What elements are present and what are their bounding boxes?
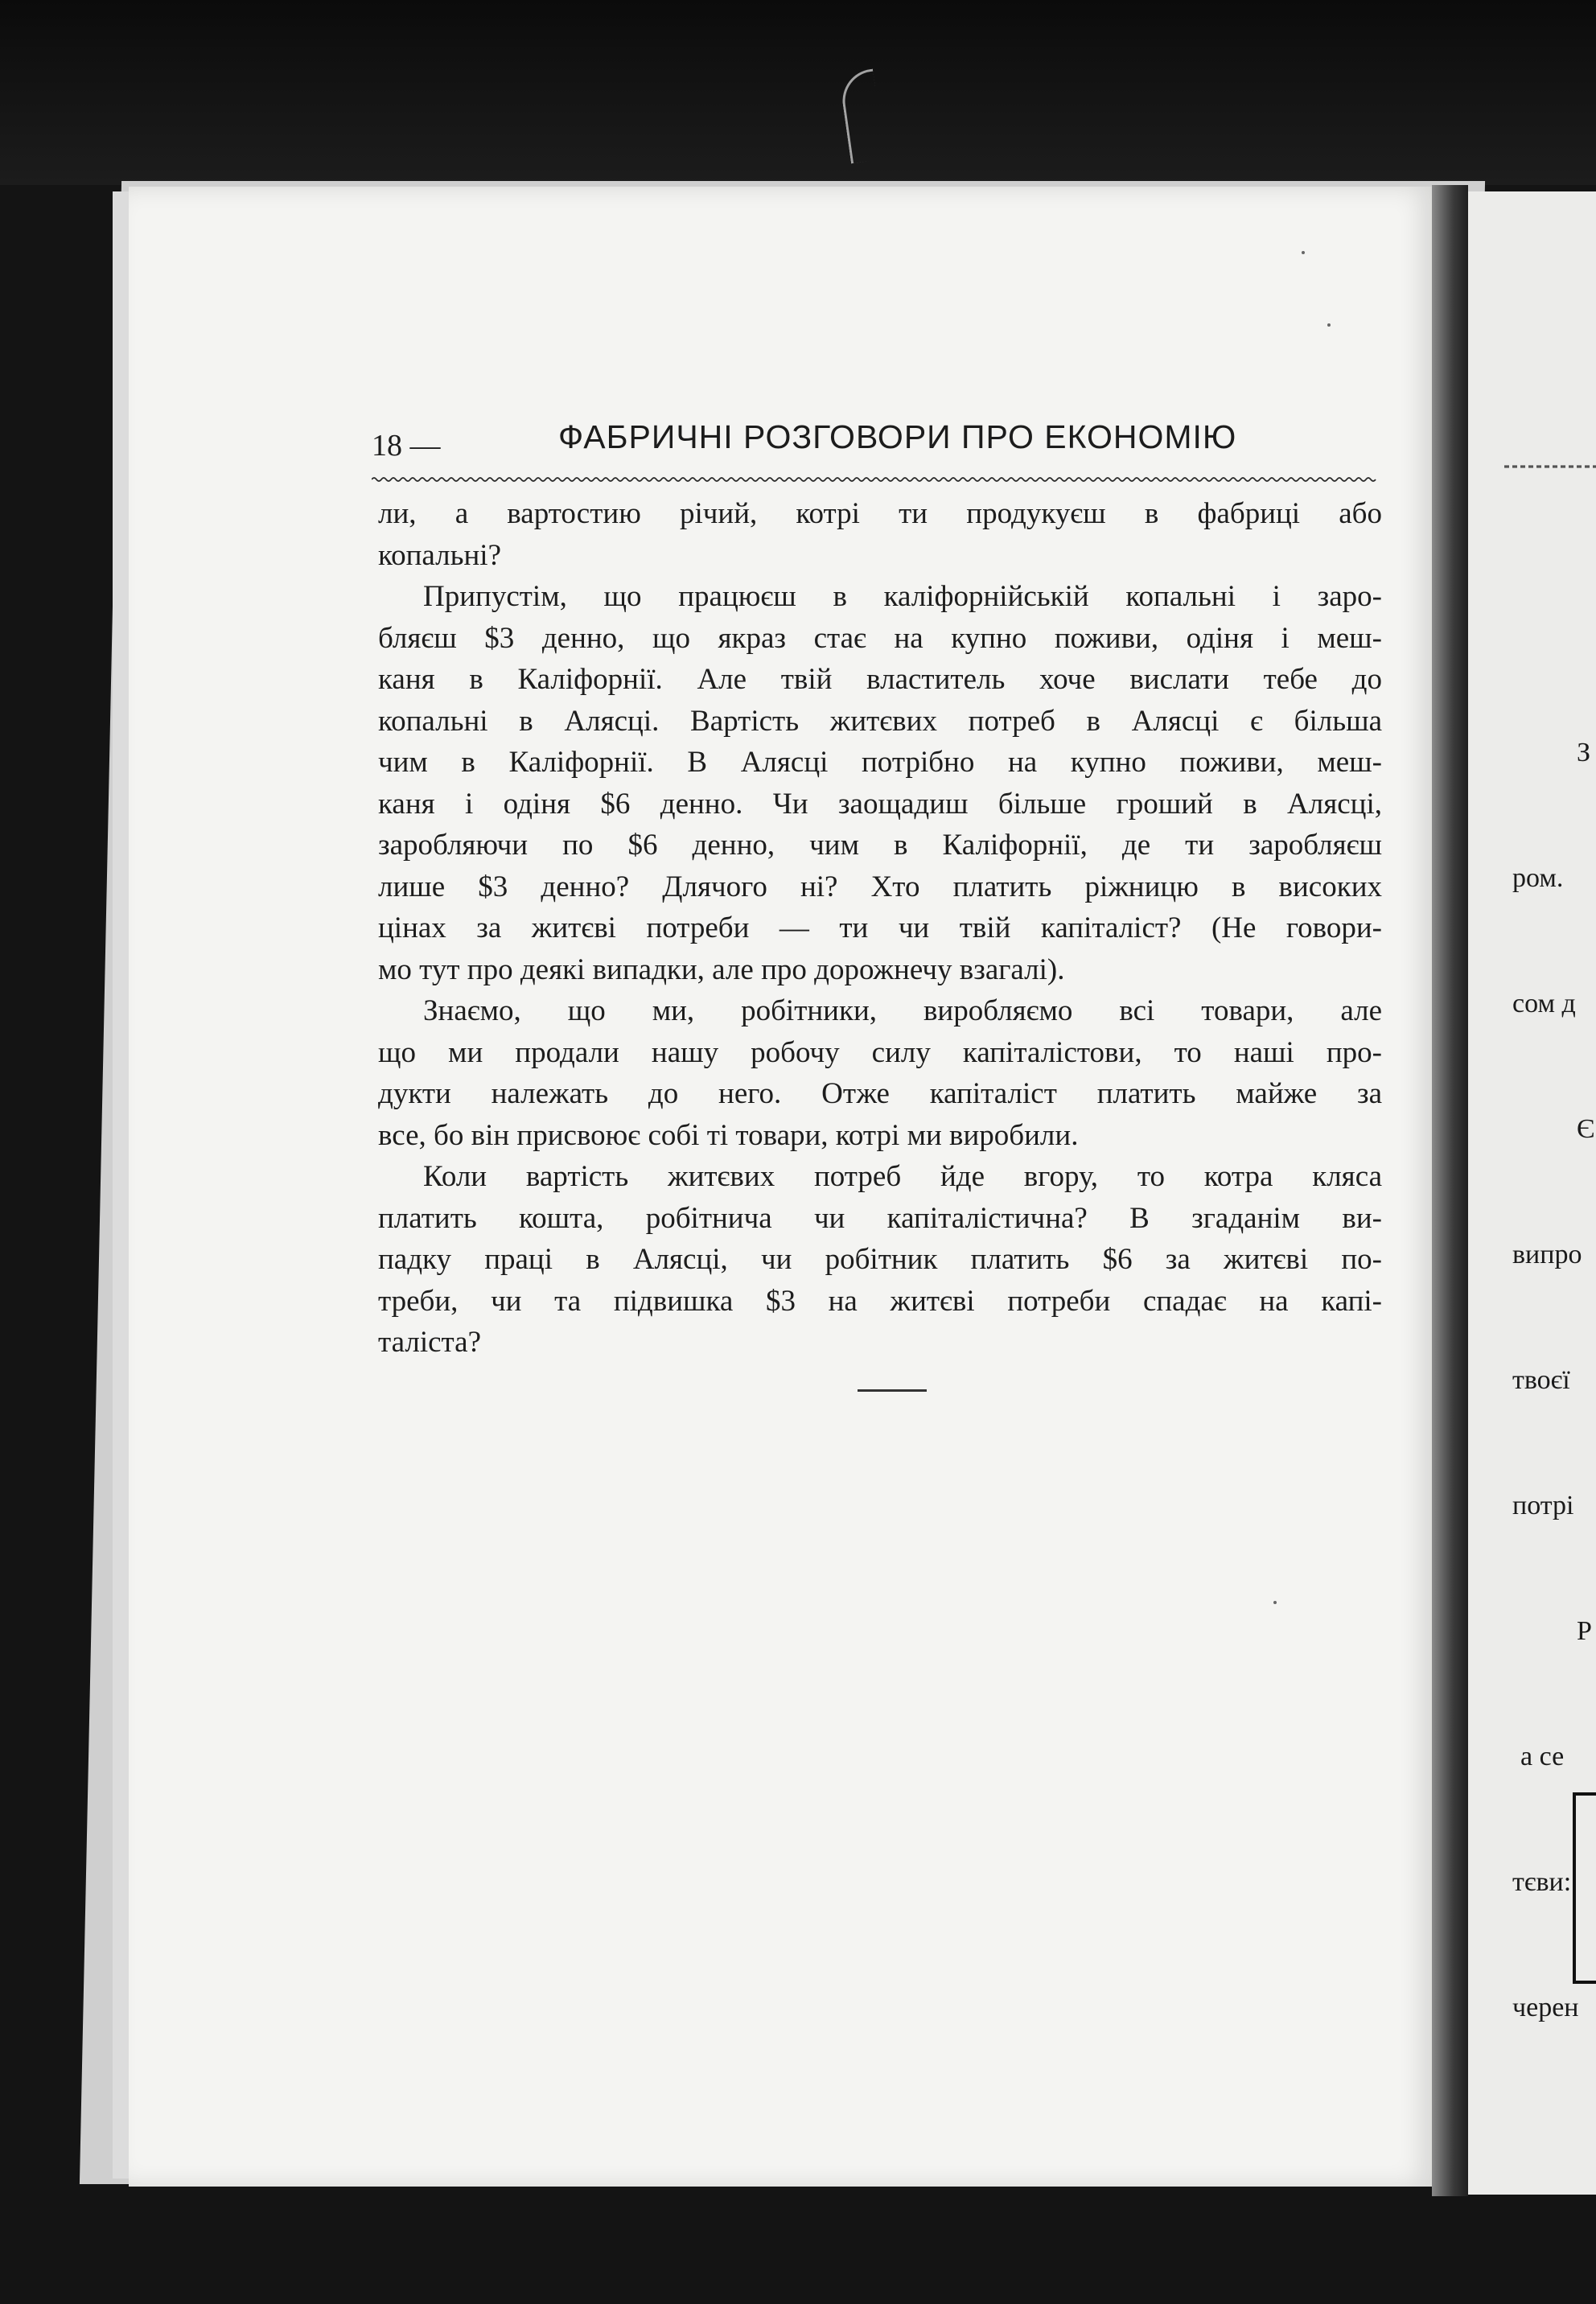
text-line: каня і одіня $6 денно. Чи заощадиш більше гроший в Алясці, (378, 787, 1382, 821)
facing-line: випро (1512, 1240, 1582, 1269)
text-line: падку праці в Алясці, чи робітник платить $6 за житєві по- (378, 1243, 1382, 1276)
text-line: Коли вартість житєвих потреб йде вгору, то котра кляса (423, 1160, 1382, 1193)
text-line: Знаємо, що ми, робітники, виробляємо всі товари, але (423, 994, 1382, 1027)
text-line: каня в Каліфорнії. Але твій властитель хоче вислати тебе до (378, 663, 1382, 696)
paper-speck (1327, 323, 1331, 327)
text-line: платить кошта, робітнича чи капіталістична? В згаданім ви- (378, 1201, 1382, 1235)
paper-speck (1273, 1601, 1277, 1604)
facing-line: Р (1577, 1616, 1592, 1646)
text-line: мо тут про деякі випадки, але про дорожнечу взагалі). (378, 952, 1065, 986)
running-title: ФАБРИЧНІ РОЗГОВОРИ ПРО ЕКОНОМІЮ (558, 418, 1237, 455)
text-line: цінах за житєві потреби — ти чи твій капіталіст? (Не говори- (378, 911, 1382, 944)
facing-line: черен (1512, 1993, 1579, 2022)
facing-line: З (1577, 738, 1591, 767)
text-line: копальні? (378, 538, 501, 572)
text-line: дукти належать до него. Отже капіталіст платить майже за (378, 1077, 1382, 1110)
facing-line: ром. (1512, 863, 1564, 893)
paper-speck (1302, 251, 1305, 254)
text-line: треби, чи та підвишка $3 на житєві потреби спадає на капі- (378, 1284, 1382, 1318)
facing-page-box (1573, 1792, 1596, 1984)
section-end-rule (858, 1389, 927, 1392)
facing-line: сом д (1512, 989, 1576, 1018)
facing-line: а се (1520, 1742, 1565, 1771)
text-line: все, бо він присвоює собі ті товари, котрі ми виробили. (378, 1118, 1079, 1152)
text-line: бляєш $3 денно, що якраз стає на купно поживи, одіня і меш- (378, 621, 1382, 655)
page-number: 18 — (372, 429, 441, 463)
facing-line: тєви: (1512, 1867, 1572, 1897)
text-line: копальні в Алясці. Вартість житєвих потреб в Алясці є більша (378, 704, 1382, 738)
header-wavy-rule (372, 476, 1377, 483)
text-line: лише $3 денно? Длячого ні? Хто платить ріжницю в високих (378, 870, 1382, 903)
facing-line: Є (1577, 1114, 1595, 1144)
facing-line: потрі (1512, 1491, 1574, 1520)
book-gutter (1432, 185, 1468, 2196)
text-line: заробляючи по $6 денно, чим в Каліфорнії, де ти заробляєш (378, 829, 1382, 862)
facing-line: твоєї (1512, 1365, 1570, 1395)
body-text (378, 493, 1382, 1364)
text-line: Припустім, що працюєш в каліфорнійській копальні і заро- (423, 580, 1382, 613)
text-line: ли, а вартостию річий, котрі ти продукуєш в фабриці або (378, 497, 1382, 530)
text-line: що ми продали нашу робочу силу капіталістови, то наші про- (378, 1035, 1382, 1069)
text-line: таліста? (378, 1326, 482, 1359)
scan-background (0, 0, 1596, 185)
text-line: чим в Каліфорнії. В Алясці потрібно на купно поживи, меш- (378, 746, 1382, 779)
